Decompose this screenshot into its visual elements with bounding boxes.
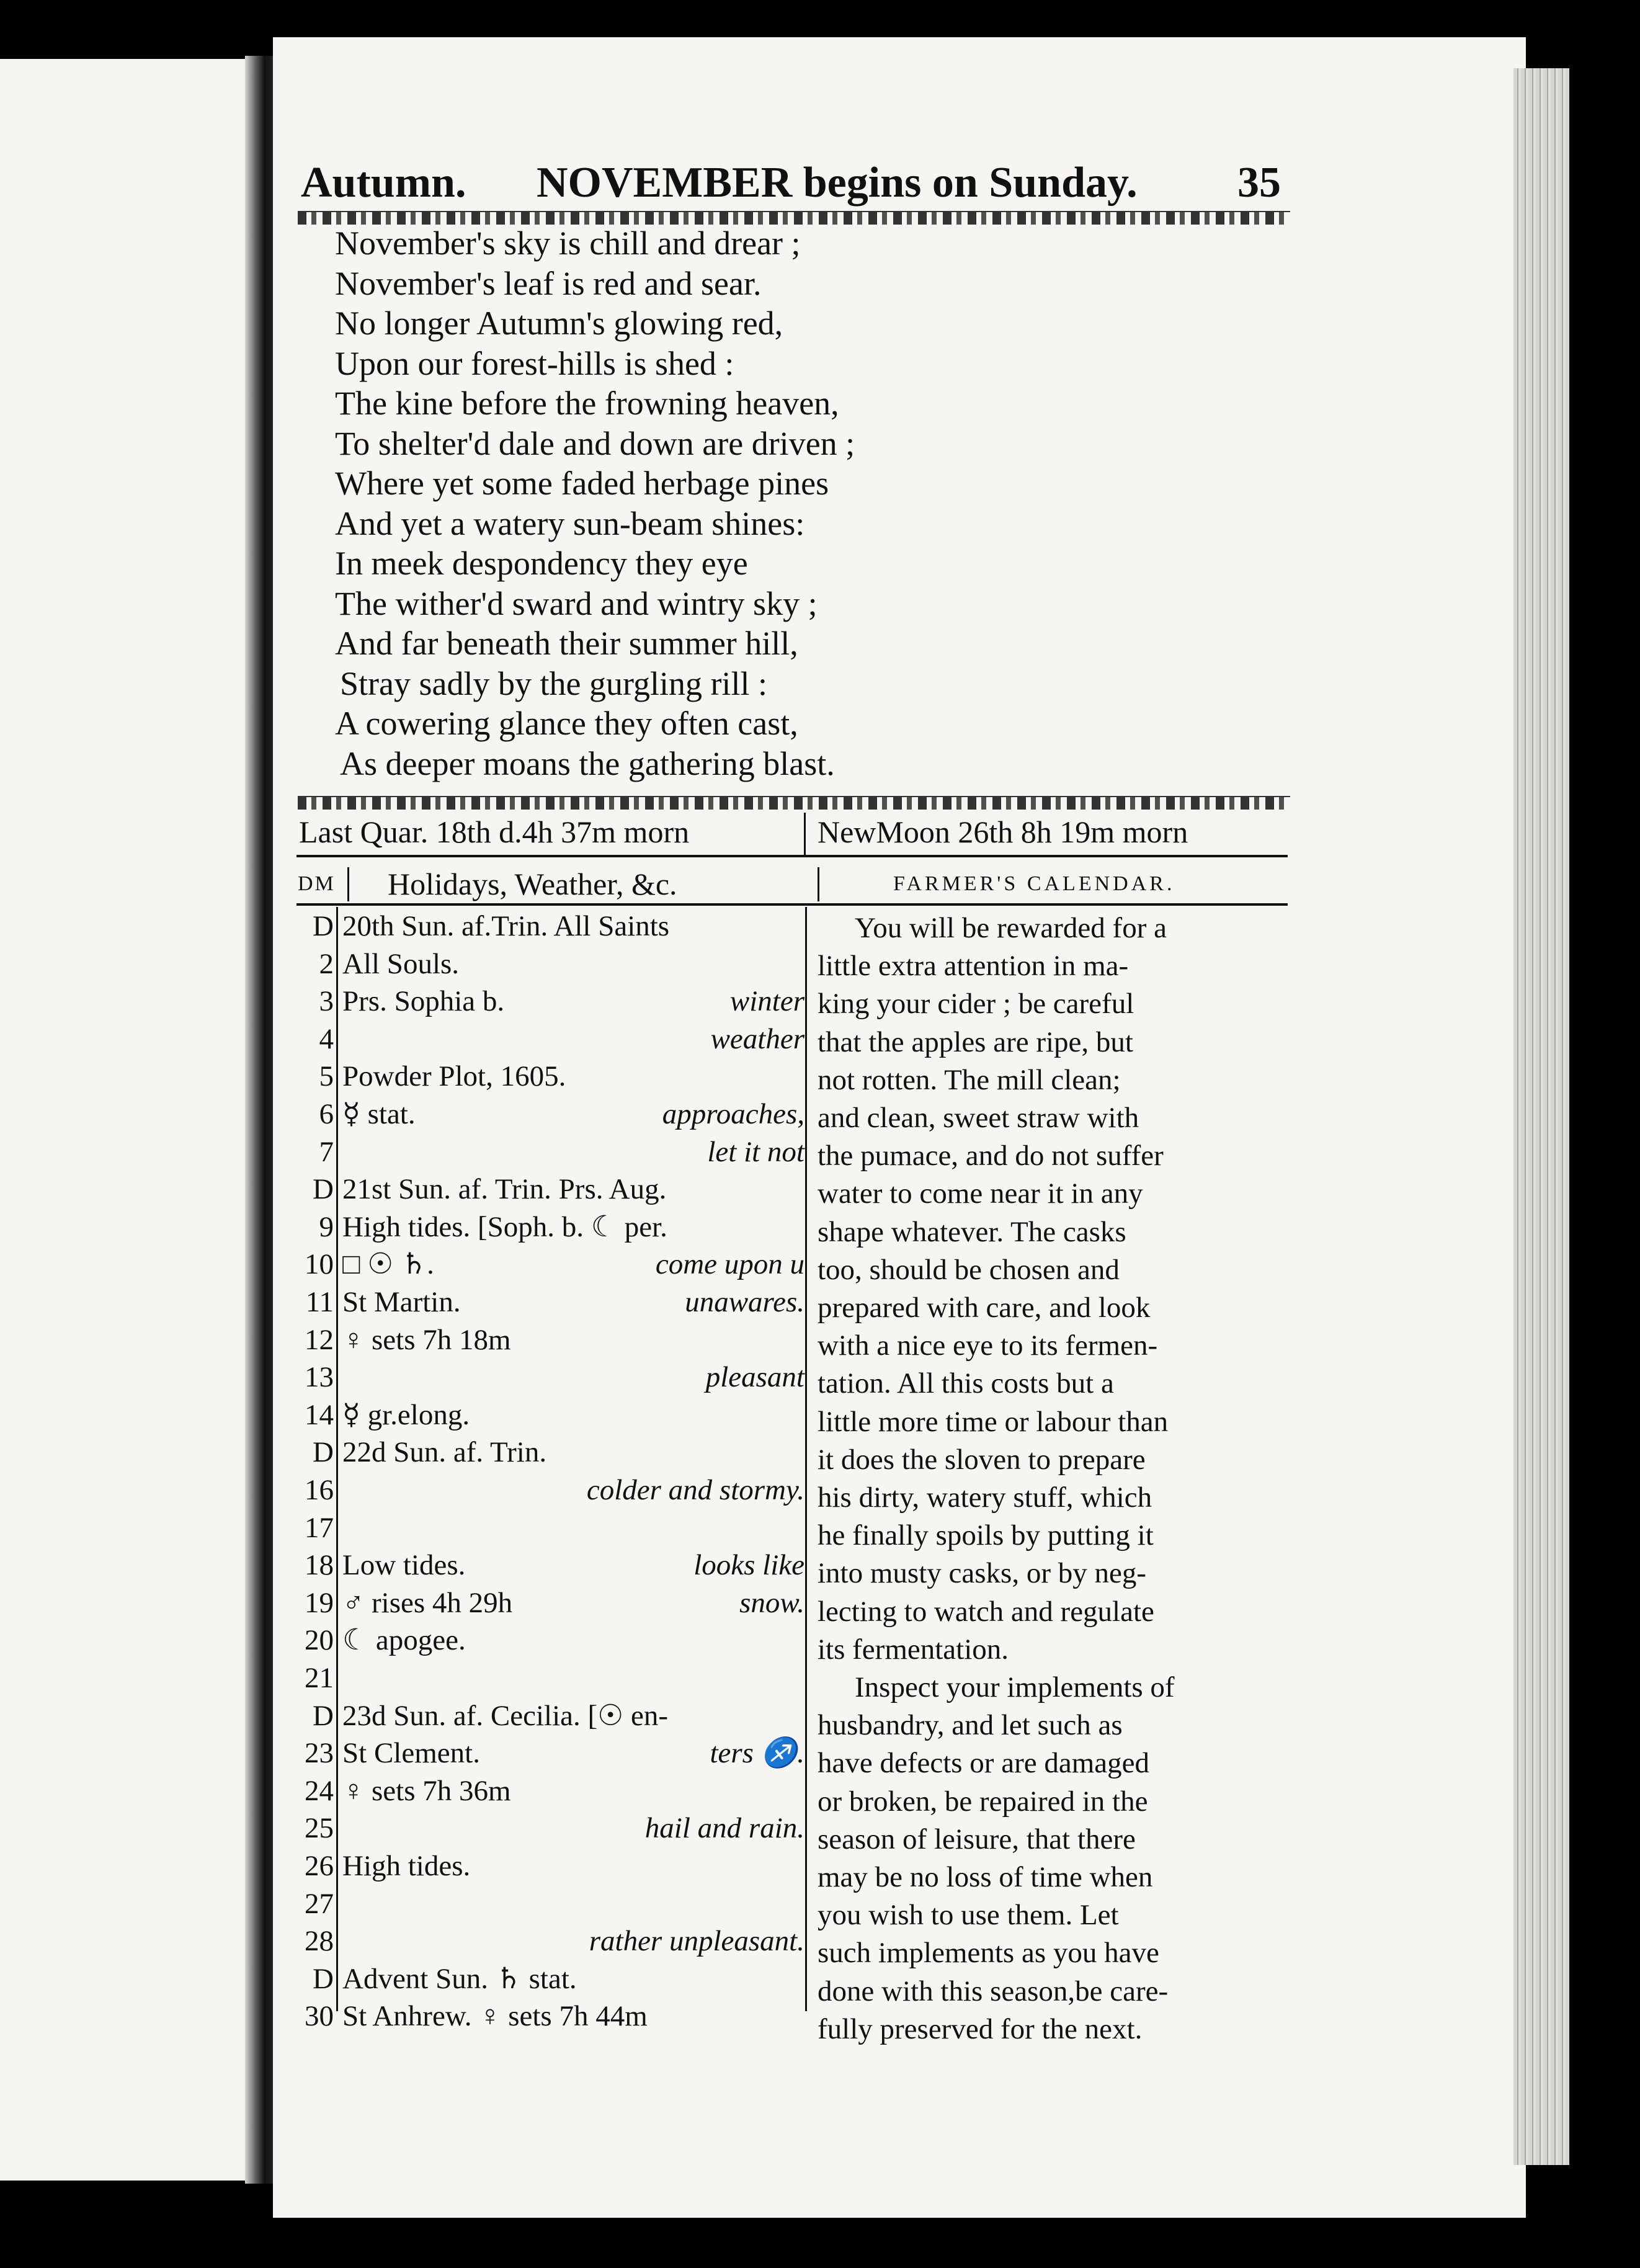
header-title: NOVEMBER begins on Sunday. <box>537 159 1138 207</box>
farmers-line: the pumace, and do not suffer <box>818 1140 1164 1172</box>
farmers-line: you wish to use them. Let <box>818 1899 1119 1932</box>
day-holiday: ♂ rises 4h 29h <box>342 1586 513 1619</box>
day-holiday: 23d Sun. af. Cecilia. [☉ en- <box>342 1699 669 1732</box>
farmers-line: its fermentation. <box>818 1633 1009 1666</box>
poem-line: In meek despondency they eye <box>335 545 748 582</box>
day-number: D <box>313 1436 334 1469</box>
day-weather: weather <box>710 1022 804 1055</box>
poem-line: A cowering glance they often cast, <box>335 705 798 742</box>
day-number: 30 <box>305 2000 334 2033</box>
col-head-holidays: Holidays, Weather, &c. <box>388 867 677 901</box>
farmers-line: or broken, be repaired in the <box>818 1785 1148 1818</box>
farmers-line: and clean, sweet straw with <box>818 1102 1139 1134</box>
day-weather: rather unpleasant. <box>589 1925 804 1958</box>
day-number: 3 <box>319 985 334 1018</box>
day-number: 17 <box>305 1511 334 1544</box>
day-number: D <box>313 910 334 942</box>
day-weather: looks like <box>693 1549 804 1582</box>
poem <box>335 223 855 784</box>
day-number: 19 <box>305 1586 334 1619</box>
day-holiday: 21st Sun. af. Trin. Prs. Aug. <box>342 1173 667 1206</box>
day-holiday: St Anhrew. ♀ sets 7h 44m <box>342 2000 648 2033</box>
left-page <box>0 59 245 2181</box>
page-number: 35 <box>1237 159 1281 207</box>
day-number: 16 <box>305 1474 334 1506</box>
farmers-line: into musty casks, or by neg- <box>818 1557 1146 1590</box>
day-number: D <box>313 1699 334 1732</box>
farmers-line: fully preserved for the next. <box>818 2012 1143 2045</box>
day-weather: unawares. <box>685 1286 804 1318</box>
farmers-line: Inspect your implements of <box>855 1671 1175 1703</box>
day-number: 26 <box>305 1850 334 1882</box>
farmers-line: with a nice eye to its fermen- <box>818 1329 1158 1362</box>
farmers-line: little more time or labour than <box>818 1405 1169 1438</box>
farmers-line: You will be rewarded for a <box>855 912 1167 944</box>
day-weather: ters ♐. <box>710 1737 804 1770</box>
day-number: 5 <box>319 1060 334 1093</box>
poem-line: Where yet some faded herbage pines <box>335 465 829 502</box>
header-season: Autumn. <box>301 159 466 207</box>
day-holiday: Advent Sun. ♄ stat. <box>342 1962 577 1995</box>
farmers-line: his dirty, watery stuff, which <box>818 1481 1152 1514</box>
farmers-line: such implements as you have <box>818 1937 1159 1970</box>
day-holiday: Powder Plot, 1605. <box>342 1060 566 1093</box>
farmers-line: have defects or are damaged <box>818 1747 1149 1780</box>
day-number: 9 <box>319 1210 334 1243</box>
poem-line: November's leaf is red and sear. <box>335 264 762 302</box>
day-holiday: High tides. <box>342 1850 471 1882</box>
farmers-line: husbandry, and let such as <box>818 1709 1123 1742</box>
day-weather: approaches, <box>662 1098 804 1130</box>
day-holiday: Low tides. <box>342 1549 466 1582</box>
day-number: 2 <box>319 947 334 980</box>
day-number: 21 <box>305 1662 334 1694</box>
day-number: 27 <box>305 1887 334 1920</box>
day-holiday: ☿ stat. <box>342 1098 416 1130</box>
farmers-line: that the apples are ripe, but <box>818 1025 1133 1058</box>
poem-line: The wither'd sward and wintry sky ; <box>335 584 818 622</box>
day-weather: pleasant <box>705 1361 804 1394</box>
poem-line: November's sky is chill and drear ; <box>335 225 801 262</box>
farmers-line: water to come near it in any <box>818 1177 1143 1210</box>
col-head-dm: DM <box>298 872 336 895</box>
poem-line: As deeper moans the gathering blast. <box>340 744 835 782</box>
farmers-line: tation. All this costs but a <box>818 1367 1114 1400</box>
day-holiday: ☿ gr.elong. <box>342 1398 470 1431</box>
poem-line: To shelter'd dale and down are driven ; <box>335 424 855 462</box>
day-holiday: ♀ sets 7h 36m <box>342 1774 511 1807</box>
farmers-line: shape whatever. The casks <box>818 1215 1126 1248</box>
moon-divider <box>804 813 806 856</box>
day-number: 25 <box>305 1812 334 1845</box>
day-number: 6 <box>319 1098 334 1130</box>
day-number: 20 <box>305 1624 334 1657</box>
page-edge <box>1513 68 1569 2165</box>
col-head-divider-2 <box>818 867 819 901</box>
day-number: 7 <box>319 1135 334 1168</box>
dm-column-rule <box>336 907 338 2011</box>
poem-line: No longer Autumn's glowing red, <box>335 305 783 342</box>
day-weather: colder and stormy. <box>586 1474 804 1506</box>
col-head-farmers: FARMER'S CALENDAR. <box>893 872 1175 895</box>
day-number: 24 <box>305 1774 334 1807</box>
poem-line: Upon our forest-hills is shed : <box>335 344 734 382</box>
book-gutter <box>245 56 273 2184</box>
poem-line: Stray sadly by the gurgling rill : <box>340 664 767 702</box>
farmers-line: little extra attention in ma- <box>818 950 1129 983</box>
day-holiday: □ ☉ ♄. <box>342 1248 434 1281</box>
day-number: 28 <box>305 1925 334 1958</box>
farmers-line: it does the sloven to prepare <box>818 1443 1146 1476</box>
day-weather: let it not <box>707 1135 804 1168</box>
top-ornament-rule <box>298 211 1290 225</box>
poem-line: And yet a watery sun-beam shines: <box>335 504 805 542</box>
day-number: 12 <box>305 1323 334 1356</box>
farmers-line: lecting to watch and regulate <box>818 1595 1154 1628</box>
day-holiday: ☾ apogee. <box>342 1624 466 1657</box>
day-holiday: 20th Sun. af.Trin. All Saints <box>342 910 670 942</box>
col-head-divider-1 <box>347 867 349 901</box>
farmers-line: prepared with care, and look <box>818 1292 1151 1324</box>
farmers-line: season of leisure, that there <box>818 1823 1136 1855</box>
new-moon: NewMoon 26th 8h 19m morn <box>818 815 1188 849</box>
day-number: 23 <box>305 1737 334 1770</box>
farmers-line: may be no loss of time when <box>818 1861 1153 1893</box>
last-quarter: Last Quar. 18th d.4h 37m morn <box>299 815 690 849</box>
day-weather: winter <box>729 985 804 1018</box>
poem-line: And far beneath their summer hill, <box>335 625 798 662</box>
farmers-line: done with this season,be care- <box>818 1975 1169 2007</box>
day-number: D <box>313 1173 334 1206</box>
farmers-line: too, should be chosen and <box>818 1253 1120 1286</box>
day-number: 10 <box>305 1248 334 1281</box>
day-weather: come upon u <box>655 1248 804 1281</box>
day-weather: snow. <box>739 1586 804 1619</box>
day-number: 13 <box>305 1361 334 1394</box>
day-holiday: ♀ sets 7h 18m <box>342 1323 511 1356</box>
day-number: 11 <box>305 1286 334 1318</box>
day-holiday: High tides. [Soph. b. ☾ per. <box>342 1210 667 1243</box>
day-number: D <box>313 1962 334 1995</box>
day-holiday: All Souls. <box>342 947 460 980</box>
col-head-rule <box>296 903 1288 906</box>
bottom-ornament-rule <box>298 796 1290 810</box>
day-weather: hail and rain. <box>644 1812 804 1845</box>
farmers-line: he finally spoils by putting it <box>818 1519 1154 1552</box>
day-holiday: Prs. Sophia b. <box>342 985 505 1018</box>
day-number: 4 <box>319 1022 334 1055</box>
farmers-line: king your cider ; be careful <box>818 988 1134 1020</box>
day-holiday: St Martin. <box>342 1286 461 1318</box>
day-number: 18 <box>305 1549 334 1582</box>
farmers-line: not rotten. The mill clean; <box>818 1063 1121 1096</box>
day-holiday: 22d Sun. af. Trin. <box>342 1436 547 1469</box>
day-holiday: St Clement. <box>342 1737 480 1770</box>
holidays-column-rule <box>805 907 807 2011</box>
day-number: 14 <box>305 1398 334 1431</box>
moon-rule <box>296 855 1288 857</box>
poem-line: The kine before the frowning heaven, <box>335 385 839 422</box>
